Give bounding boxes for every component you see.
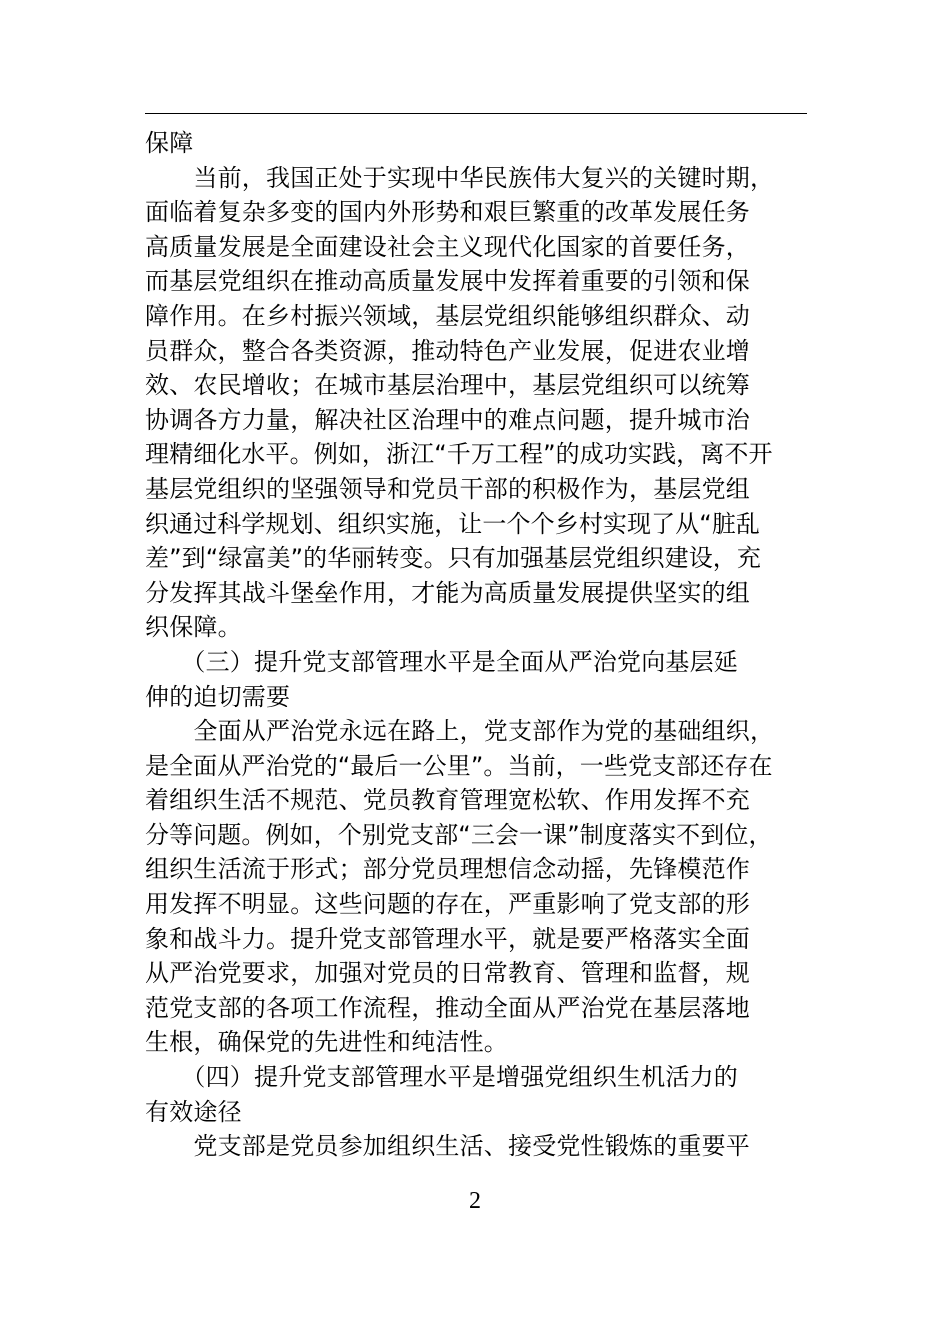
text-line: 协调各方力量，解决社区治理中的难点问题，提升城市治 (145, 405, 750, 434)
text-line: 差”到“绿富美”的华丽转变。只有加强基层党组织建设，充 (145, 544, 761, 573)
text-line: 障作用。在乡村振兴领域，基层党组织能够组织群众、动 (145, 301, 750, 330)
text-line: 组织生活流于形式；部分党员理想信念动摇，先锋模范作 (145, 855, 750, 884)
text-line: 从严治党要求，加强对党员的日常教育、管理和监督，规 (145, 959, 750, 988)
text-line: 象和战斗力。提升党支部管理水平，就是要严格落实全面 (145, 924, 750, 953)
text-line: 党支部是党员参加组织生活、接受党性锻炼的重要平 (145, 1132, 750, 1161)
header-rule (145, 113, 807, 114)
text-line: 分发挥其战斗堡垒作用，才能为高质量发展提供坚实的组 (145, 578, 750, 607)
text-line: 效、农民增收；在城市基层治理中，基层党组织可以统筹 (145, 371, 750, 400)
text-line: 当前，我国正处于实现中华民族伟大复兴的关键时期， (145, 163, 775, 192)
section-heading-line: 伸的迫切需要 (145, 682, 291, 711)
text-line: 基层党组织的坚强领导和党员干部的积极作为，基层党组 (145, 474, 750, 503)
text-line: 面临着复杂多变的国内外形势和艰巨繁重的改革发展任务 (145, 198, 750, 227)
text-line: 保障 (145, 129, 194, 157)
text-line: 理精细化水平。例如，浙江“千万工程”的成功实践，离不开 (145, 440, 773, 469)
section-heading-line: （三）提升党支部管理水平是全面从严治党向基层延 (145, 647, 738, 676)
text-line: 全面从严治党永远在路上，党支部作为党的基础组织， (145, 717, 775, 746)
body-text (145, 126, 809, 1164)
text-line: 是全面从严治党的“最后一公里”。当前，一些党支部还存在 (145, 751, 773, 780)
text-line: 织通过科学规划、组织实施，让一个个乡村实现了从“脏乱 (145, 509, 761, 538)
text-line: 而基层党组织在推动高质量发展中发挥着重要的引领和保 (145, 267, 750, 296)
text-line: 用发挥不明显。这些问题的存在，严重影响了党支部的形 (145, 890, 750, 919)
page-number: 2 (469, 1188, 481, 1214)
text-line: 范党支部的各项工作流程，推动全面从严治党在基层落地 (145, 993, 750, 1022)
text-line: 着组织生活不规范、党员教育管理宽松软、作用发挥不充 (145, 786, 750, 815)
text-line: 分等问题。例如，个别党支部“三会一课”制度落实不到位， (145, 820, 773, 849)
text-line: 员群众，整合各类资源，推动特色产业发展，促进农业增 (145, 336, 750, 365)
section-heading-line: （四）提升党支部管理水平是增强党组织生机活力的 (145, 1063, 738, 1092)
text-line: 织保障。 (145, 613, 242, 642)
section-heading-line: 有效途径 (145, 1097, 242, 1126)
text-line: 高质量发展是全面建设社会主义现代化国家的首要任务， (145, 232, 750, 261)
text-line: 生根，确保党的先进性和纯洁性。 (145, 1028, 508, 1057)
